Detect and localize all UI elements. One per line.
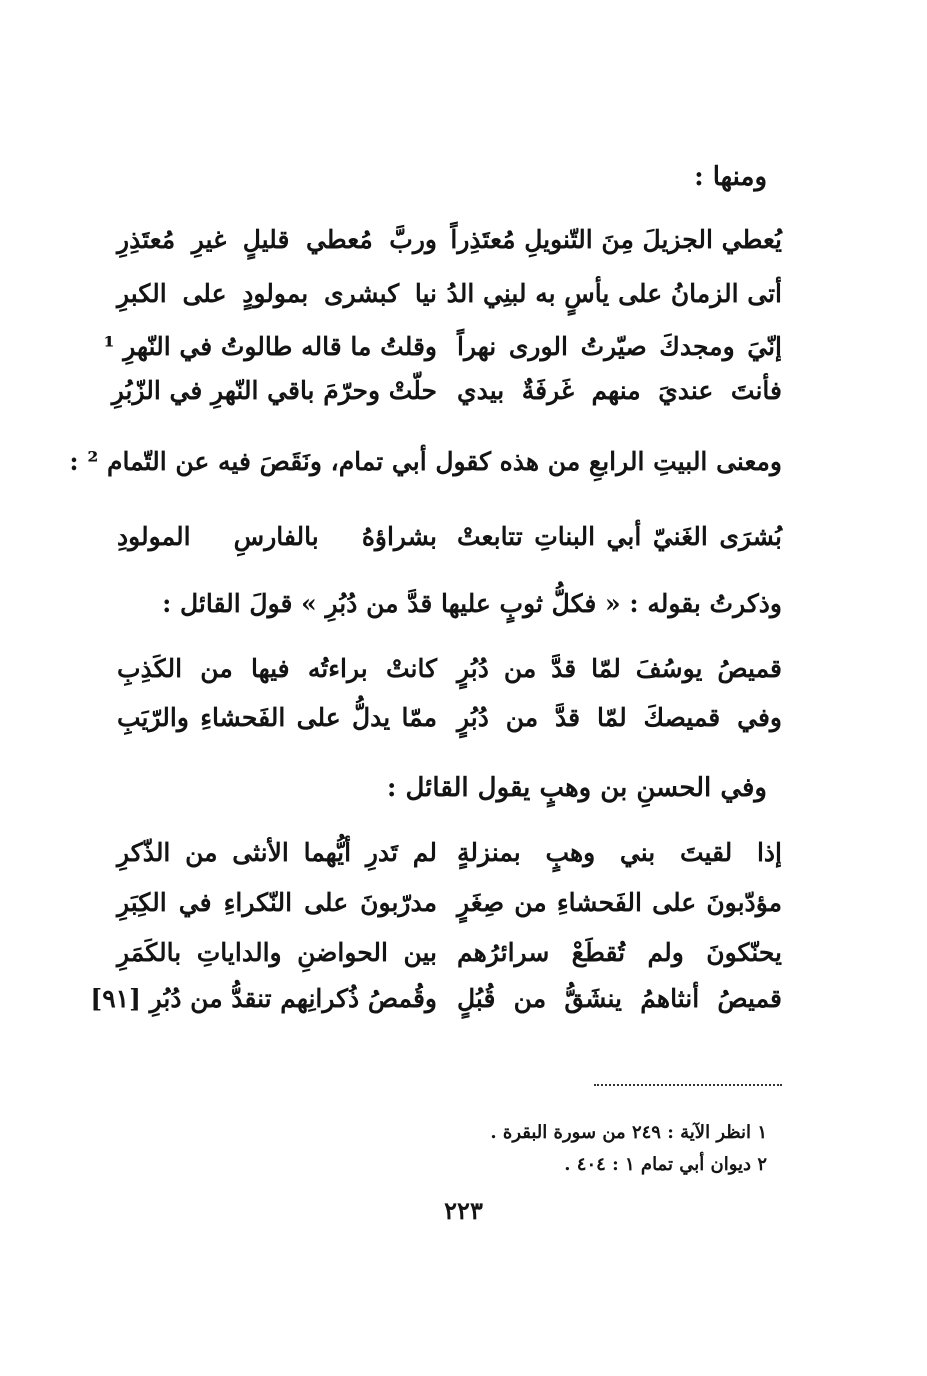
verse-first-hemistich: مؤدّبونَ على الفَحشاءِ من صِغَرٍ (457, 888, 782, 917)
footnote: ١ انظر الآية : ٢٤٩ من سورة البقرة . (490, 1122, 767, 1143)
verse-line (117, 832, 782, 874)
verse-second-hemistich: وربَّ مُعطي قليلٍ غيرِ مُعتَذِرِ (117, 225, 437, 254)
page-number: ٢٢٣ (444, 1196, 483, 1225)
verse-second-hemistich: ممّا يدلُّ على الفَحشاءِ والرّيَبِ (117, 703, 437, 732)
section-heading: ومنها : (694, 162, 767, 192)
verse-first-hemistich: قميصُ أنثاهمُ ينشَقُّ من قُبُلٍ (457, 984, 782, 1013)
verse-line (117, 882, 782, 924)
verse-first-hemistich: فأنتَ عنديَ منهم غَرفَةٌ بيدي (457, 376, 782, 405)
verse-first-hemistich: أتى الزمانُ على يأسٍ به لبنِي الدُ (446, 279, 782, 308)
footnote-divider (594, 1084, 782, 1086)
verse-first-hemistich: يُعطي الجزيلَ مِنَ التّنويلِ مُعتَذِراً (450, 225, 782, 254)
verse-second-hemistich: نيا كبشرى بمولودٍ على الكبرِ (117, 279, 437, 308)
verse-line (90, 978, 782, 1020)
verse-second-hemistich: مدرّبونَ على النّكراءِ في الكِبَرِ (117, 888, 437, 917)
prose-paragraph: وذكرتُ بقوله : « فكلُّ ثوبٍ عليها قدَّ من دُبُرِ » قولَ القائل : (162, 589, 782, 618)
verse-line (103, 326, 782, 368)
verse-first-hemistich: يحنّكونَ ولم تُقطَعْ سرائرُهم (457, 938, 782, 967)
verse-line (117, 219, 782, 261)
verse-second-hemistich: بشراؤهُ بالفارسِ المولودِ (117, 522, 437, 551)
section-heading: وفي الحسنِ بن وهبٍ يقول القائل : (386, 773, 767, 803)
verse-second-hemistich: لم تَدرِ أيُّهما الأنثى من الذّكرِ (117, 838, 437, 867)
footnote: ٢ ديوان أبي تمام ١ : ٤٠٤ . (564, 1154, 767, 1175)
verse-second-hemistich: كانتْ براءتُه فيها من الكَذِبِ (117, 654, 437, 683)
prose-paragraph: ومعنى البيتِ الرابعِ من هذه كقول أبي تمام، ونَقَصَ فيه عن التّمام ² : (69, 447, 782, 476)
verse-first-hemistich: بُشرَى الغَنيّ أبي البناتِ تتابعتْ (457, 522, 782, 551)
verse-second-hemistich: بين الحواضنِ والداياتِ بالكَمَرِ (117, 938, 437, 967)
verse-second-hemistich: حلّتْ وحرّمَ باقي النّهرِ في الزّبُرِ (111, 376, 437, 405)
verse-line (111, 370, 782, 412)
verse-line (117, 648, 782, 690)
verse-second-hemistich: وقلتُ ما قاله طالوتُ في النّهرِ ¹ (103, 332, 437, 361)
verse-first-hemistich: إنّيَ ومجدكَ صيّرتُ الورى نهراً (457, 332, 782, 361)
verse-second-hemistich: وقُمصُ ذُكرانِهم تنقدُّ من دُبُرِ [٩١] (90, 984, 437, 1013)
verse-first-hemistich: إذا لقيتَ بني وهبٍ بمنزلةٍ (457, 838, 782, 867)
verse-first-hemistich: قميصُ يوسُفَ لمّا قدَّ من دُبُرٍ (457, 654, 782, 683)
verse-line (117, 932, 782, 974)
verse-line (117, 273, 782, 315)
verse-first-hemistich: وفي قميصكَ لمّا قدَّ من دُبُرٍ (457, 703, 782, 732)
verse-line (117, 516, 782, 558)
verse-line (117, 697, 782, 739)
